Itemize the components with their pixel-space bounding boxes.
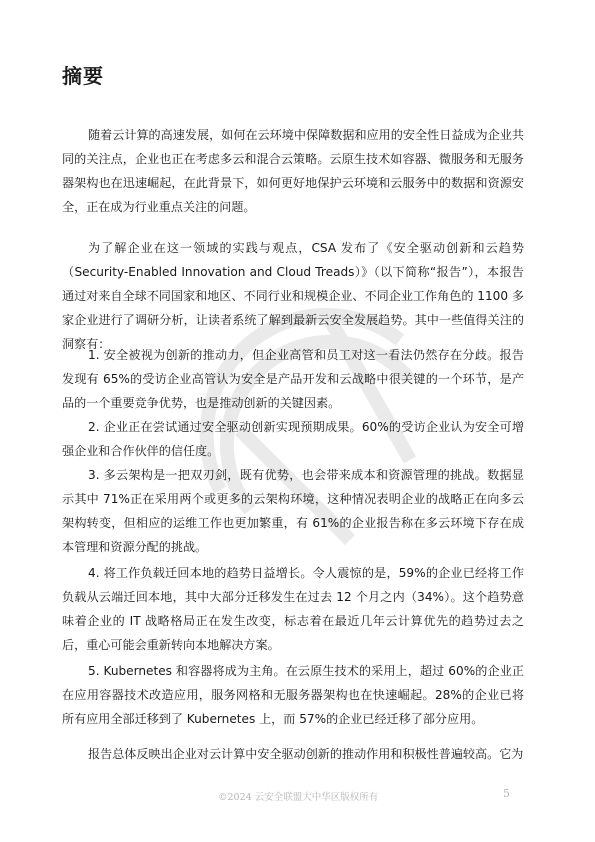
insight-item-5: 5. Kubernetes 和容器将成为主角。在云原生技术的采用上，超过 60%的企业正在应用容器技术改造应用，服务网格和无服务器架构也在快速崛起。28%的企业已将所有应用全部迁移到了 Kubernetes 上，而 57%的企业已经迁移了部分应用。: [62, 664, 524, 726]
page-number: 5: [503, 787, 510, 800]
page-footer: [0, 786, 595, 806]
report-paragraph: 为了解企业在这一领域的实践与观点，CSA 发布了《安全驱动创新和云趋势（Security-Enabled Innovation and Cloud Treads）》（以下简称“报告”），本报告通过对来自全球不同国家和地区、不同行业和规模企业、不同企业工作角色的 1100 多家企业进行了调研分析，让读者系统了解到最新云安全发展趋势。其中一些值得关注的洞察有：: [62, 241, 524, 351]
insight-item-1: 1. 安全被视为创新的推动力，但企业高管和员工对这一看法仍然存在分歧。报告发现有 65%的受访企业高管认为安全是产品开发和云战略中很关键的一个环节，是产品的一个重要竞争优势，也是推动创新的关键因素。: [62, 348, 524, 410]
page-title: 摘要: [62, 64, 104, 88]
intro-paragraph: 随着云计算的高速发展，如何在云环境中保障数据和应用的安全性日益成为企业共同的关注点，企业也正在考虑多云和混合云策略。云原生技术如容器、微服务和无服务器架构也在迅速崛起，在此背景下，如何更好地保护云环境和云服务中的数据和资源安全，正在成为行业重点关注的问题。: [62, 128, 524, 214]
footer-copyright: ©2024 云安全联盟大中华区版权所有: [218, 792, 379, 803]
insight-item-3: 3. 多云架构是一把双刃剑，既有优势，也会带来成本和资源管理的挑战。数据显示其中 71%正在采用两个或更多的云架构环境，这种情况表明企业的战略正在向多云架构转变，但相应的运维工作也更加繁重，有 61%的企业报告称在多云环境下存在成本管理和资源分配的挑战。: [62, 468, 524, 554]
insight-item-2: 2. 企业正在尝试通过安全驱动创新实现预期成果。60%的受访企业认为安全可增强企业和合作伙伴的信任度。: [62, 420, 524, 458]
closing-paragraph: 报告总体反映出企业对云计算中安全驱动创新的推动作用和积极性普遍较高。它为: [88, 747, 524, 761]
insight-item-4: 4. 将工作负载迁回本地的趋势日益增长。令人震惊的是，59%的企业已经将工作负载从云端迁回本地，其中大部分迁移发生在过去 12 个月之内（34%）。这个趋势意味着企业的 IT 战略格局正在发生改变，标志着在最近几年云计算优先的趋势过去之后，重心可能会重新转向本地解决方案。: [62, 566, 524, 652]
